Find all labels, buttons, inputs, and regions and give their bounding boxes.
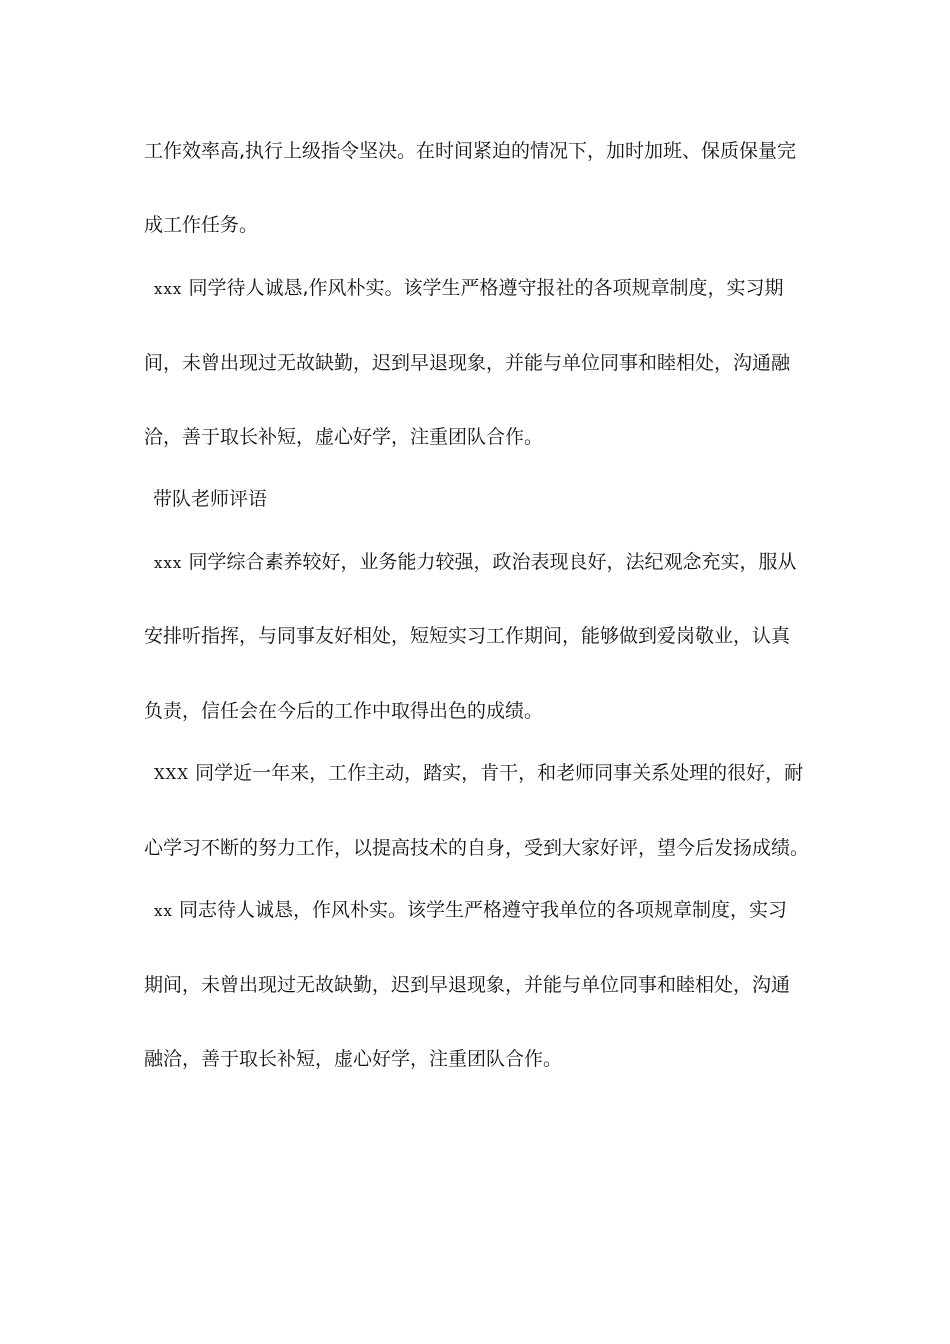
paragraph-line (144, 138, 824, 164)
line-text: 工作效率高,执行上级指令坚决。在时间紧迫的情况下，加时加班、保质保量完 (144, 140, 797, 162)
paragraph-line (144, 212, 824, 238)
section-heading (153, 486, 833, 512)
line-text: 同学待人诚恳,作风朴实。该学生严格遵守报社的各项规章制度，实习期 (188, 277, 784, 299)
heading-text: 带队老师评语 (153, 488, 268, 510)
line-text: 同志待人诚恳，作风朴实。该学生严格遵守我单位的各项规章制度，实习 (178, 899, 787, 921)
line-text: 同学近一年来，工作主动，踏实，肯干，和老师同事关系处理的很好，耐 (195, 762, 804, 784)
line-text: 安排听指挥，与同事友好相处，短短实习工作期间，能够做到爱岗敬业，认真 (144, 625, 791, 647)
paragraph-line (154, 549, 834, 576)
line-text: 期间，未曾出现过无故缺勤，迟到早退现象，并能与单位同事和睦相处，沟通 (144, 974, 791, 996)
line-text: 成工作任务。 (144, 214, 259, 236)
paragraph-line (144, 424, 824, 450)
line-text: 同学综合素养较好，业务能力较强，政治表现良好，法纪观念充实，服从 (188, 551, 797, 573)
name-placeholder: xxx (154, 280, 183, 298)
paragraph-line (144, 698, 824, 724)
name-placeholder: XXX (154, 765, 190, 783)
paragraph-line (144, 972, 824, 998)
line-text: 负责，信任会在今后的工作中取得出色的成绩。 (144, 700, 544, 722)
paragraph-line (154, 897, 834, 924)
paragraph-line (144, 835, 824, 861)
line-text: 融洽，善于取长补短，虚心好学，注重团队合作。 (144, 1048, 563, 1070)
name-placeholder: xxx (154, 554, 183, 572)
paragraph-line (144, 350, 824, 376)
paragraph-line (154, 760, 834, 787)
paragraph-line (144, 623, 824, 649)
line-text: 间，未曾出现过无故缺勤，迟到早退现象，并能与单位同事和睦相处，沟通融 (144, 352, 791, 374)
name-placeholder: xx (154, 902, 173, 920)
paragraph-line (154, 275, 834, 302)
line-text: 心学习不断的努力工作，以提高技术的自身，受到大家好评，望今后发扬成绩。 (144, 837, 810, 859)
paragraph-line (144, 1046, 824, 1072)
line-text: 洽，善于取长补短，虚心好学，注重团队合作。 (144, 426, 544, 448)
